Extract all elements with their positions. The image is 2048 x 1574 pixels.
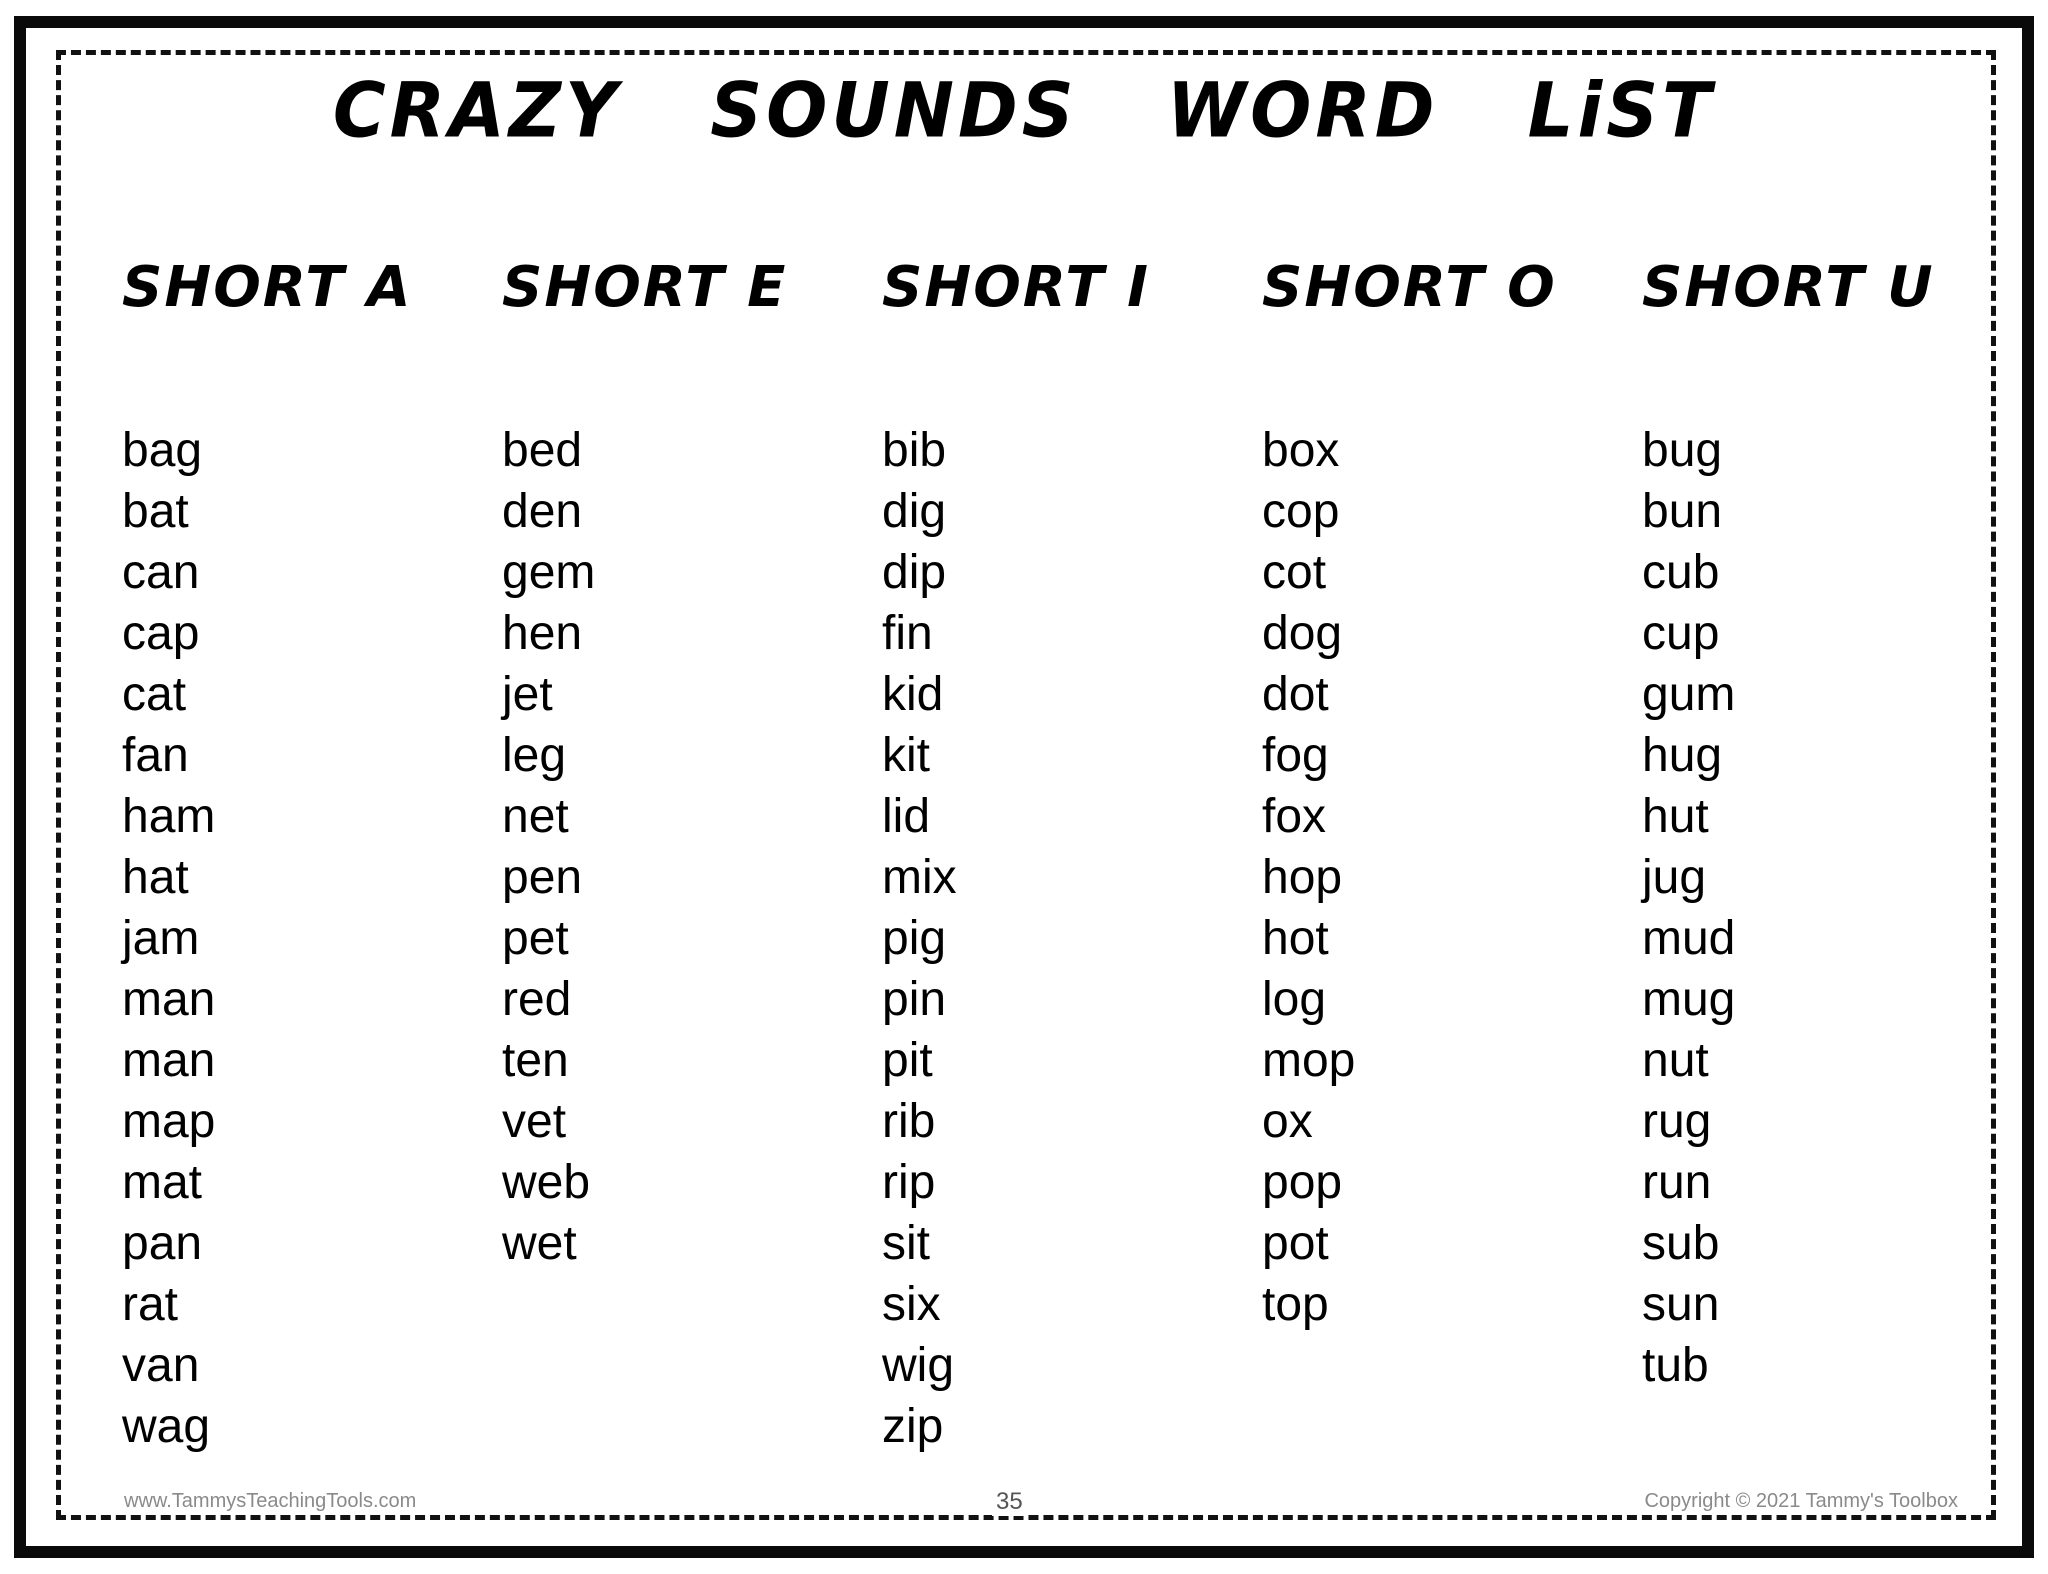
word-item: can (122, 546, 200, 599)
word-item: rat (122, 1278, 179, 1331)
word-item: ox (1262, 1095, 1313, 1148)
word-item: pot (1262, 1217, 1329, 1270)
word-item: log (1262, 973, 1327, 1026)
word-item: bug (1642, 424, 1723, 477)
word-item: kit (882, 729, 930, 782)
footer-website: www.TammysTeachingTools.com (120, 1490, 420, 1513)
word-item: zip (882, 1400, 944, 1453)
word-item: pin (882, 973, 947, 1026)
word-item: net (502, 790, 569, 843)
column-short-e (502, 248, 832, 1274)
word-item: bag (122, 424, 203, 477)
word-item: gem (502, 546, 596, 599)
word-item: pig (882, 912, 947, 965)
word-item: tub (1642, 1339, 1709, 1392)
word-item: run (1642, 1156, 1712, 1209)
word-item: dip (882, 546, 947, 599)
word-item: hug (1642, 729, 1723, 782)
word-item: wag (122, 1400, 211, 1453)
word-item: jam (122, 912, 200, 965)
word-item: rip (882, 1156, 936, 1209)
column-short-a (122, 248, 452, 1457)
word-item: cub (1642, 546, 1720, 599)
word-item: fin (882, 607, 933, 660)
word-item: sit (882, 1217, 930, 1270)
page-number: 35 (992, 1488, 1027, 1516)
word-item: red (502, 973, 572, 1026)
word-item: cop (1262, 485, 1340, 538)
word-item: rib (882, 1095, 936, 1148)
column-heading: SHORT E (502, 255, 788, 320)
word-item: mix (882, 851, 957, 904)
word-item: cup (1642, 607, 1720, 660)
word-item: ten (502, 1034, 569, 1087)
word-item: six (882, 1278, 941, 1331)
word-item: van (122, 1339, 200, 1392)
word-item: pop (1262, 1156, 1343, 1209)
word-item: mat (122, 1156, 203, 1209)
word-item: man (122, 1034, 216, 1087)
word-list (882, 420, 1212, 1457)
word-item: nut (1642, 1034, 1709, 1087)
word-item: hat (122, 851, 189, 904)
word-item: vet (502, 1095, 567, 1148)
column-heading: SHORT A (122, 255, 413, 320)
word-item: rug (1642, 1095, 1712, 1148)
word-list (1642, 420, 1972, 1396)
word-item: bib (882, 424, 947, 477)
word-item: web (502, 1156, 591, 1209)
word-item: den (502, 485, 583, 538)
word-item: pen (502, 851, 583, 904)
word-item: sun (1642, 1278, 1720, 1331)
word-item: wet (502, 1217, 577, 1270)
word-item: jet (502, 668, 553, 721)
page-title: CRAZY SOUNDS WORD LiST (332, 65, 1716, 155)
word-item: cot (1262, 546, 1327, 599)
word-item: pit (882, 1034, 933, 1087)
word-item: box (1262, 424, 1340, 477)
word-list (1262, 420, 1592, 1335)
word-item: ham (122, 790, 216, 843)
word-item: gum (1642, 668, 1736, 721)
word-list (122, 420, 452, 1457)
word-item: mud (1642, 912, 1736, 965)
word-item: cap (122, 607, 200, 660)
word-item: pet (502, 912, 569, 965)
word-item: leg (502, 729, 567, 782)
word-item: fox (1262, 790, 1327, 843)
word-item: cat (122, 668, 187, 721)
word-item: lid (882, 790, 931, 843)
word-item: top (1262, 1278, 1329, 1331)
column-short-o (1262, 248, 1592, 1335)
column-short-u (1642, 248, 1972, 1396)
column-heading: SHORT U (1642, 255, 1935, 320)
word-item: bed (502, 424, 583, 477)
word-list (502, 420, 832, 1274)
word-item: wig (882, 1339, 955, 1392)
word-item: bun (1642, 485, 1723, 538)
word-item: hen (502, 607, 583, 660)
word-item: pan (122, 1217, 203, 1270)
word-item: dot (1262, 668, 1329, 721)
word-item: hut (1642, 790, 1709, 843)
word-item: jug (1642, 851, 1707, 904)
word-item: hot (1262, 912, 1329, 965)
column-heading: SHORT I (882, 255, 1150, 320)
word-item: man (122, 973, 216, 1026)
word-item: mug (1642, 973, 1736, 1026)
word-item: bat (122, 485, 189, 538)
word-item: kid (882, 668, 944, 721)
word-item: fog (1262, 729, 1329, 782)
word-item: map (122, 1095, 216, 1148)
word-item: sub (1642, 1217, 1720, 1270)
column-heading: SHORT O (1262, 255, 1557, 320)
footer-copyright: Copyright © 2021 Tammy's Toolbox (1640, 1490, 1962, 1513)
word-item: dig (882, 485, 947, 538)
word-item: hop (1262, 851, 1343, 904)
column-short-i (882, 248, 1212, 1457)
word-item: mop (1262, 1034, 1356, 1087)
word-item: fan (122, 729, 189, 782)
word-item: dog (1262, 607, 1343, 660)
